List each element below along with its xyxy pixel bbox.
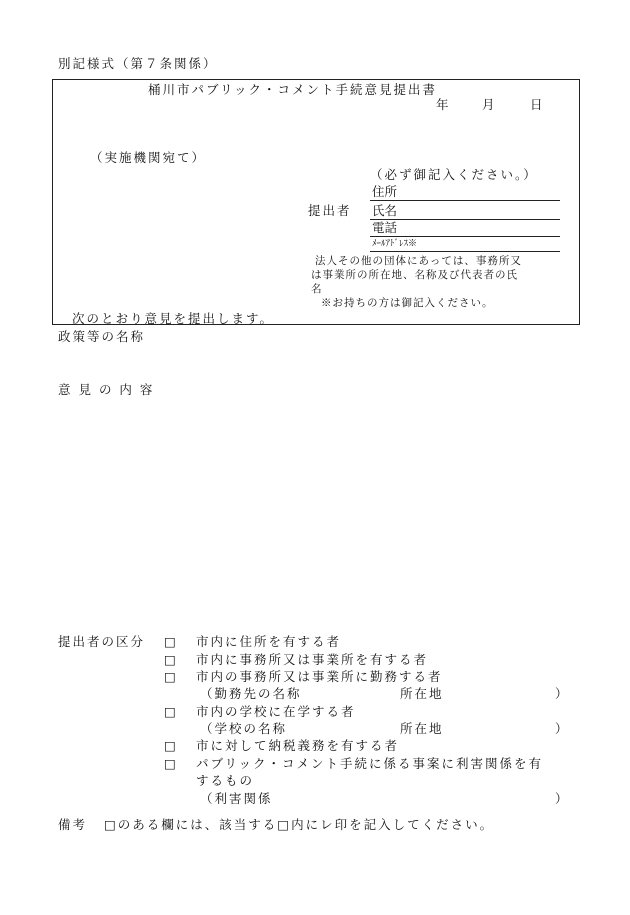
remarks-label: 備考 <box>58 817 88 832</box>
opinion-content-label: 意 見 の 内 容 <box>58 382 155 397</box>
workplace-name-label: （勤務先の名称 <box>200 686 302 701</box>
option-taxpayer: 市に対して納税義務を有する者 <box>196 738 400 753</box>
policy-name-label: 政策等の名称 <box>58 329 146 344</box>
form-title: 桶川市パブリック・コメント手続意見提出書 <box>148 82 438 97</box>
checkbox-student[interactable]: □ <box>164 704 176 719</box>
instruction-text: （必ず御記入ください。） <box>370 167 538 182</box>
form-label: 別記様式（第７条関係） <box>58 56 218 71</box>
submitter-category-label: 提出者の区分 <box>58 634 146 649</box>
email-note: ※お持ちの方は御記入ください。 <box>321 297 494 309</box>
email-field[interactable] <box>370 251 560 252</box>
date-day: 日 <box>530 97 543 112</box>
school-close-paren: ） <box>555 721 568 736</box>
school-name-label: （学校の名称 <box>200 721 288 736</box>
option-interested-line2: するもの <box>196 773 255 788</box>
submit-statement: 次のとおり意見を提出します。 <box>72 311 275 326</box>
date-year: 年 <box>436 97 449 112</box>
name-label: 氏名 <box>372 203 398 218</box>
option-student: 市内の学校に在学する者 <box>196 704 356 719</box>
phone-label: 電話 <box>372 220 398 235</box>
checkbox-interested[interactable]: □ <box>164 756 176 771</box>
email-label: ﾒｰﾙｱﾄﾞﾚｽ※ <box>372 239 418 249</box>
option-interested-line1: パブリック・コメント手続に係る事案に利害関係を有 <box>196 756 544 771</box>
option-resident: 市内に住所を有する者 <box>196 634 342 649</box>
corporate-note-line2: は事業所の所在地、名称及び代表者の氏 <box>311 269 518 281</box>
phone-field[interactable] <box>370 236 560 237</box>
corporate-note-line3: 名 <box>311 283 323 295</box>
name-field[interactable] <box>370 219 560 220</box>
school-location-label: 所在地 <box>400 721 444 736</box>
option-worker: 市内の事務所又は事業所に勤務する者 <box>196 669 443 684</box>
option-office: 市内に事務所又は事業所を有する者 <box>196 652 429 667</box>
checkbox-worker[interactable]: □ <box>164 669 176 684</box>
checkbox-taxpayer[interactable]: □ <box>164 738 176 753</box>
remarks-text: □のある欄には、該当する□内にレ印を記入してください。 <box>104 817 495 832</box>
workplace-close-paren: ） <box>555 686 568 701</box>
date-month: 月 <box>482 97 495 112</box>
submitter-label: 提出者 <box>308 203 352 218</box>
workplace-location-label: 所在地 <box>400 686 444 701</box>
checkbox-resident[interactable]: □ <box>164 634 176 649</box>
interest-close-paren: ） <box>555 791 568 806</box>
interest-label: （利害関係 <box>200 791 273 806</box>
address-label: 住所 <box>372 184 398 199</box>
checkbox-office[interactable]: □ <box>164 652 176 667</box>
corporate-note-line1: 法人その他の団体にあっては、事務所又 <box>315 255 522 267</box>
address-field[interactable] <box>370 200 560 201</box>
addressee: （実施機関宛て） <box>90 150 207 165</box>
